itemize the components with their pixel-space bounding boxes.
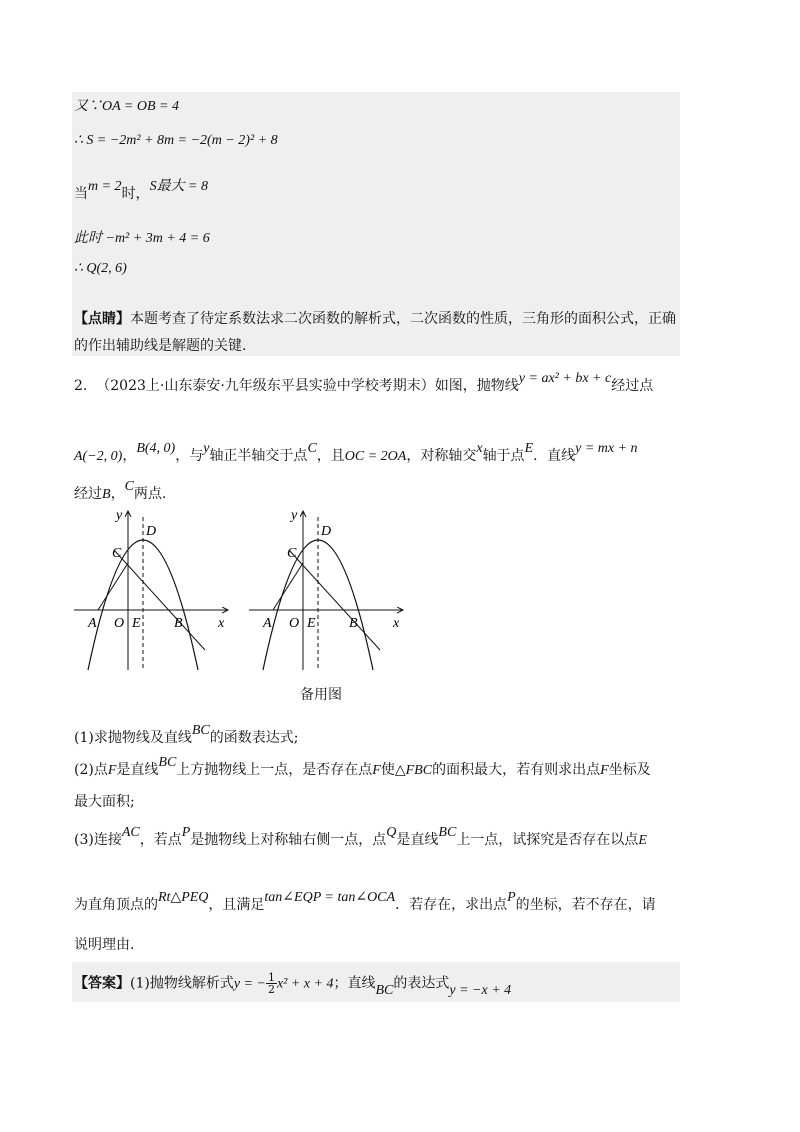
problem-line-2: A(−2, 0)，B(4, 0)，与y轴正半轴交于点C，且OC = 2OA，对称轴交x轴于点E．直线y = mx + n — [74, 441, 638, 464]
comment-line-1: 【点睛】本题考查了待定系数法求二次函数的解析式，二次函数的性质，三角形的面积公式，正确 — [74, 311, 676, 327]
question-3-line-3: 说明理由. — [74, 937, 135, 953]
question-2-line-2: 最大面积; — [74, 794, 135, 810]
problem-line-3: 经过B，C两点. — [74, 479, 167, 502]
solution-line-4: 此时 −m² + 3m + 4 = 6 — [74, 231, 210, 246]
label-e: E — [132, 616, 141, 631]
label-c: C — [112, 546, 122, 561]
label-a: A — [88, 616, 97, 631]
label-b: B — [349, 616, 358, 631]
label-e: E — [307, 616, 316, 631]
label-a: A — [263, 616, 272, 631]
question-3-line-2: 为直角顶点的Rt△PEQ，且满足tan∠EQP = tan∠OCA．若存在，求出点P的坐标，若不存在，请 — [74, 890, 656, 913]
label-x: x — [218, 616, 225, 631]
comment-line-2: 的作出辅助线是解题的关键. — [74, 338, 247, 354]
question-1: (1)求抛物线及直线BC的函数表达式; — [74, 723, 299, 746]
segment-ac — [273, 563, 303, 610]
figure-spare — [245, 505, 415, 675]
problem-line-1: 2. （2023上·山东泰安·九年级东平县实验中学校考期末）如图，抛物线y = ax² + bx + c经过点 — [74, 371, 654, 394]
solution-line-1: 又∵OA = OB = 4 — [74, 99, 179, 114]
label-y: y — [291, 508, 298, 523]
answer-line: 【答案】(1)抛物线解析式y = − $\frac{1}{2}$ x² + x + 4；直线BC的表达式y = −x + 4 — [74, 971, 512, 998]
question-2-line-1: (2)点F是直线BC上方抛物线上一点，是否存在点F使△FBC的面积最大，若有则求出点F坐标及 — [74, 755, 651, 778]
solution-line-2: ∴ S = −2m² + 8m = −2(m − 2)² + 8 — [74, 133, 278, 148]
label-b: B — [174, 616, 183, 631]
label-o: O — [114, 616, 125, 631]
solution-line-3: 当m = 2时，S最大 = 8 — [74, 179, 209, 202]
label-y: y — [116, 508, 123, 523]
label-c: C — [287, 546, 297, 561]
label-x: x — [393, 616, 400, 631]
figure-main — [70, 505, 240, 675]
solution-line-5: ∴ Q(2, 6) — [74, 261, 127, 276]
figure-caption: 备用图 — [300, 687, 342, 703]
question-3-line-1: (3)连接AC，若点P是抛物线上对称轴右侧一点，点Q是直线BC上一点，试探究是否存在以点E — [74, 825, 647, 848]
label-o: O — [289, 616, 300, 631]
segment-ac — [98, 563, 128, 610]
label-d: D — [321, 524, 332, 539]
label-d: D — [146, 524, 157, 539]
fraction-one-half: $\frac{1}{2}$ — [267, 971, 275, 996]
